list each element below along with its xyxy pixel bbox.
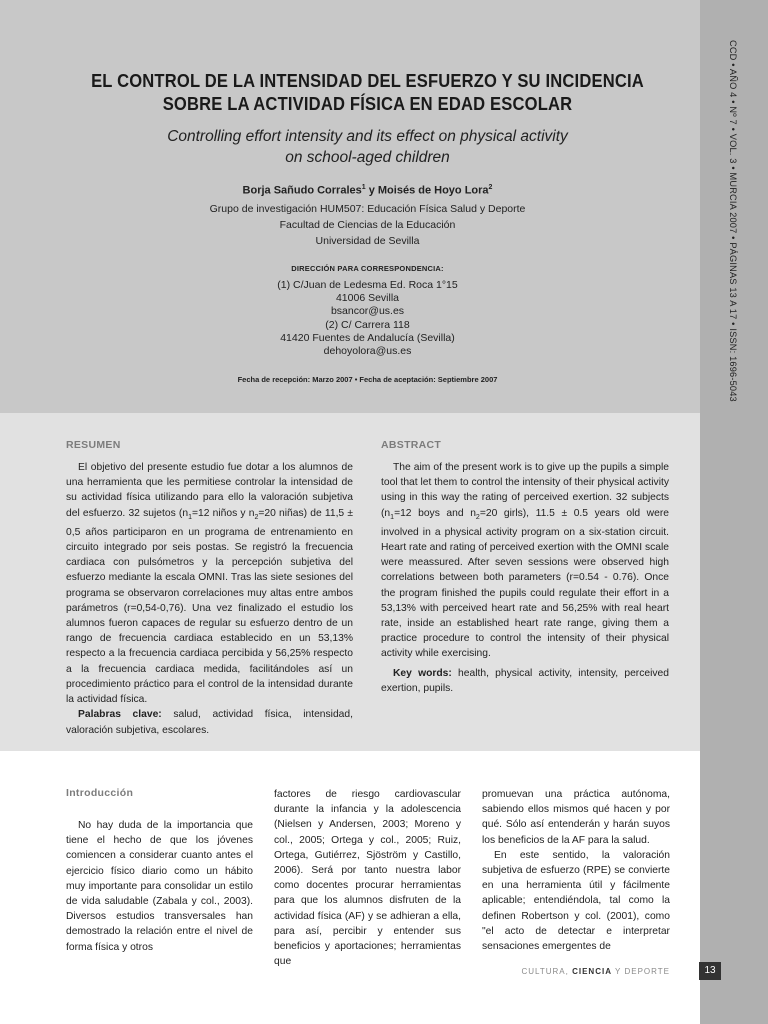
- body-column-1: [66, 818, 253, 955]
- affiliation-line: Universidad de Sevilla: [315, 235, 420, 247]
- submission-dates: Fecha de recepción: Marzo 2007 • Fecha de aceptación: Septiembre 2007: [237, 375, 498, 384]
- author-2: Moisés de Hoyo Lora: [377, 184, 489, 197]
- introduccion-heading: Introducción: [66, 787, 134, 799]
- body-paragraph: En este sentido, la valoración subjetiva de esfuerzo (RPE) se convierte en una herramienta útil y fácilmente aplicable; entendiéndola, tal como la definen Robertson y col. (2001), como "el acto de detectar e interpretar sensaciones emergentes de: [482, 849, 670, 953]
- affiliation-line: Facultad de Ciencias de la Educación: [279, 219, 456, 231]
- subtitle-line-1: Controlling effort intensity and its effect on physical activity: [167, 128, 568, 145]
- body-paragraph: promuevan una práctica autónoma, sabiendo ellos mismos qué hacen y por qué. Sólo así entenderán y harán suyos los beneficios de la AF para la salud.: [482, 789, 670, 846]
- correspondence-label: DIRECCIÓN PARA CORRESPONDENCIA:: [291, 264, 444, 273]
- author-1-sup: 1: [361, 184, 366, 191]
- keywords-label: Key words:: [393, 667, 452, 679]
- subscript: 1: [188, 513, 192, 521]
- resumen-text: [66, 460, 353, 738]
- text-run: =20 girls), 11.5 ± 0.5 years old were involved in a physical activity program on a six-station circuit. Heart rate and rating of perceived exertion with the OMNI scale were meassured. After seven sessions were observed high correlations between both parameters (r=0.54 - 0.76). Once the program finished the pupils could regulate their effort in a 53,13% with perceived heart rate and 56,25% with real heart rate, inside an established heart rate range, giving them a practice procedure to control the intensity of their physical activity while exercising.: [381, 507, 669, 660]
- address-line: (2) C/ Carrera 118: [325, 318, 410, 331]
- keywords-text: health, physical activity, intensity, perceived exertion, pupils.: [381, 667, 669, 694]
- body-column-3: [482, 787, 670, 954]
- subscript: 2: [475, 513, 480, 521]
- authors: [20, 184, 715, 197]
- email-link[interactable]: bsancor@us.es: [330, 305, 405, 318]
- text-run: =12 niños y n: [191, 507, 255, 519]
- author-2-sup: 2: [488, 184, 493, 191]
- keywords-text: salud, actividad física, intensidad, valoración subjetiva, escolares.: [66, 709, 353, 736]
- author-1: Borja Sañudo Corrales: [242, 184, 362, 197]
- affiliation-line: Grupo de investigación HUM507: Educación Física Salud y Deporte: [209, 203, 526, 215]
- abstract-text: [381, 460, 669, 696]
- keywords-label: Palabras clave:: [78, 709, 162, 721]
- text-run: =20 niñas) de 11,5 ± 0,5 años participaron en un programa de entrenamiento en circuito integrado por seis postas. Se registró la frecuencia cardiaca con pulsómetros y la percepción subjetiva del esfuerzo mediante la escala OMNI. Tras las siete sesiones del programa se observaron correlaciones muy altas entre ambos parámetros (r=0,54-0,76). Una vez finalizado el estudio los alumnos fueron capaces de regular su esfuerzo dentro de un rango de frecuencia cardiaca establecido en un 53,13% respecto a la frecuencia cardiaca percibida y 56,25% respecto a la frecuencia cardiaca medida, facilitándoles así un procedimiento práctico para el control de la intensidad durante la actividad física.: [66, 507, 353, 706]
- subscript: 1: [390, 513, 395, 521]
- correspondence-address: [20, 279, 715, 358]
- title-line-1: EL CONTROL DE LA INTENSIDAD DEL ESFUERZO Y SU INCIDENCIA: [91, 71, 644, 91]
- resumen-paragraph: [66, 460, 353, 707]
- email-link[interactable]: dehoyolora@us.es: [323, 345, 412, 358]
- article-title: [48, 70, 687, 116]
- address-line: 41420 Fuentes de Andalucía (Sevilla): [280, 331, 455, 344]
- article-subtitle: [20, 126, 715, 168]
- text-run: El objetivo del presente estudio fue dotar a los alumnos de una herramienta que les permitiese controlar la intensidad de su actividad física utilizando para ello la valoración subjetiva del esfuerzo. 32 sujetos (n: [66, 462, 353, 519]
- abstract-paragraph: [381, 460, 669, 662]
- body-column-2: [274, 787, 461, 969]
- resumen-keywords: [66, 707, 353, 737]
- address-line: 41006 Sevilla: [335, 292, 400, 305]
- resumen-heading: RESUMEN: [66, 439, 121, 451]
- body-paragraph: factores de riesgo cardiovascular durante la infancia y la adolescencia (Nielsen y Andersen, 2003; Moreno y col., 2005; Ortega y col., 2005; Ruiz, Ortega, Gutiérrez, Sjöström y Castillo, 2006). Será por tanto nuestra labor como docentes procurar herramientas para que los alumnos disfruten de la actividad física (AF) y se adhieran a ella, para así, percibir y entender sus beneficios y aportaciones; herramientas que: [274, 789, 461, 968]
- affiliation: [20, 201, 715, 249]
- subtitle-line-2: on school-aged children: [285, 149, 450, 166]
- abstract-heading: ABSTRACT: [381, 439, 442, 451]
- title-line-2: SOBRE LA ACTIVIDAD FÍSICA EN EDAD ESCOLAR: [162, 94, 573, 114]
- body-paragraph: No hay duda de la importancia que tiene el hecho de que los jóvenes comiencen a considerar cuanto antes el ejercicio físico diario como un hábito muy importante para consolidar un estilo de vida saludable (Zabala y col., 2003). Diversos estudios transversales han demostrado la relación entre el nivel de forma física y otros: [66, 820, 253, 953]
- text-run: The aim of the present work is to give up the pupils a simple tool that let them to control the intensity of their physical activity using in this way the rating of perceived exertion. 32 subjects (n: [381, 462, 669, 519]
- abstract-keywords: [381, 666, 669, 696]
- footer-text: Y DEPORTE: [611, 967, 670, 976]
- page-number: 13: [699, 962, 721, 980]
- author-join: y: [365, 184, 378, 197]
- text-run: =12 boys and n: [394, 507, 476, 519]
- journal-info: CCD • AÑO 4 • Nº 7 • VOL. 3 • MURCIA 2007 • PÁGINAS 13 A 17 • ISSN: 1696-5043: [728, 40, 738, 402]
- footer-text-strong: CIENCIA: [572, 967, 612, 976]
- footer-text: CULTURA,: [521, 967, 573, 976]
- running-footer: [500, 967, 670, 976]
- address-line: (1) C/Juan de Ledesma Ed. Roca 1°15: [277, 279, 458, 291]
- subscript: 2: [254, 513, 259, 521]
